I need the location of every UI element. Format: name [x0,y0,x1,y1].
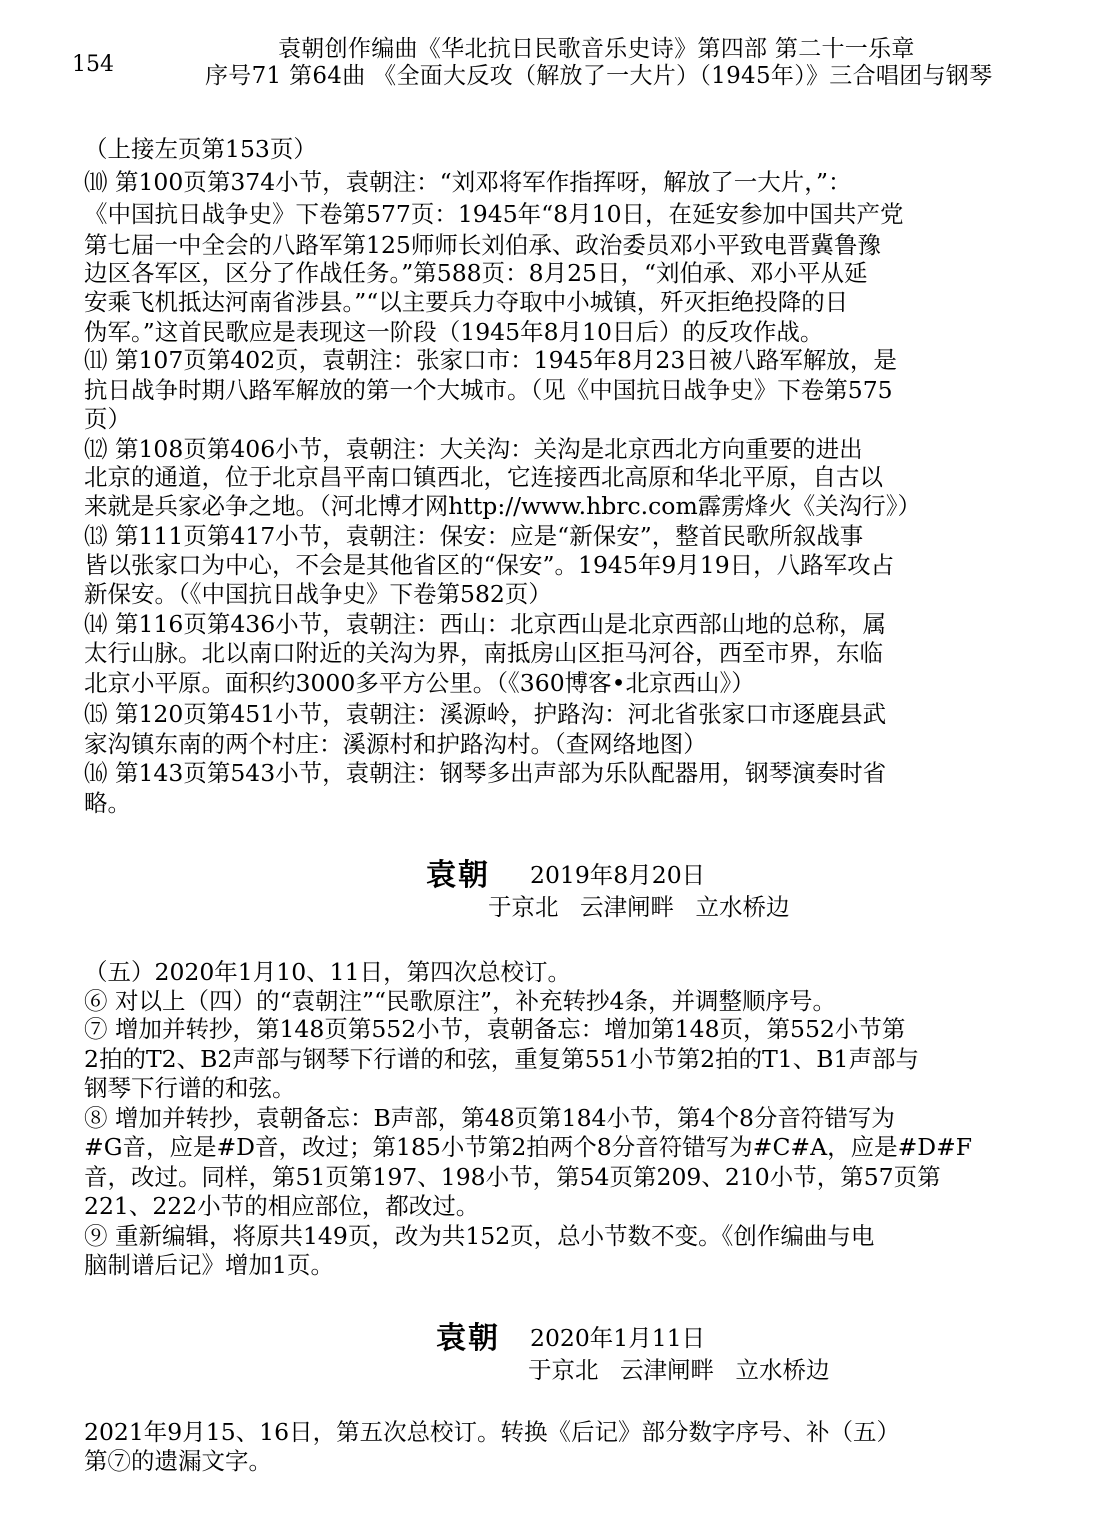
text-line: 略。 [84,789,131,817]
text-line: ⑦ 增加并转抄，第148页第552小节，袁朝备忘：增加第148页，第552小节第 [84,1015,906,1043]
text-line: 《中国抗日战争史》下卷第577页：1945年“8月10日，在延安参加中国共产党 [84,200,904,228]
text-line: 脑制谱后记》增加1页。 [84,1251,334,1279]
text-line: 第七届一中全会的八路军第125师师长刘伯承、政治委员邓小平致电晋冀鲁豫 [84,231,881,259]
text-line: 第⑦的遗漏文字。 [84,1447,272,1475]
signature-date: 2019年8月20日 [530,861,706,889]
text-line: ⑾ 第107页第402页，袁朝注：张家口市：1945年8月23日被八路军解放，是 [84,346,897,374]
text-line: 皆以张家口为中心，不会是其他省区的“保安”。1945年9月19日，八路军攻占 [84,551,895,579]
text-line: ⒃ 第143页第543小节，袁朝注：钢琴多出声部为乐队配器用，钢琴演奏时省 [84,759,887,787]
signature-date: 2020年1月11日 [530,1324,706,1352]
text-line: 安乘飞机抵达河南省涉县。”“以主要兵力夺取中小城镇，歼灭拒绝投降的日 [84,288,849,316]
text-line: （上接左页第153页） [84,135,317,163]
text-line: 抗日战争时期八路军解放的第一个大城市。（见《中国抗日战争史》下卷第575 [84,376,893,404]
text-line: 钢琴下行谱的和弦。 [84,1074,296,1102]
page-number: 154 [72,52,114,77]
text-line: 页） [84,405,131,433]
text-line: 北京的通道，位于北京昌平南口镇西北，它连接西北高原和华北平原，自古以 [84,463,883,491]
running-header-title: 袁朝创作编曲《华北抗日民歌音乐史诗》第四部 第二十一乐章 [278,36,915,62]
text-line: 边区各军区，区分了作战任务。”第588页：8月25日，“刘伯承、邓小平从延 [84,259,868,287]
text-line: ⑿ 第108页第406小节，袁朝注：大关沟：关沟是北京西北方向重要的进出 [84,435,863,463]
text-line: ⑨ 重新编辑，将原共149页，改为共152页，总小节数不变。《创作编曲与电 [84,1222,875,1250]
text-line: ⑧ 增加并转抄，袁朝备忘：B声部，第48页第184小节，第4个8分音符错写为 [84,1104,895,1132]
text-line: 2021年9月15、16日，第五次总校订。转换《后记》部分数字序号、补（五） [84,1418,901,1446]
text-line: ⒁ 第116页第436小节，袁朝注：西山：北京西山是北京西部山地的总称，属 [84,610,887,638]
text-line: ⒂ 第120页第451小节，袁朝注：溪源岭，护路沟：河北省张家口市逐鹿县武 [84,700,887,728]
text-line: ⒀ 第111页第417小节，袁朝注：保安：应是“新保安”，整首民歌所叙战事 [84,522,864,550]
text-line: 音，改过。同样，第51页第197、198小节，第54页第209、210小节，第57页第 [84,1163,941,1191]
text-line: 来就是兵家必争之地。（河北博才网http://www.hbrc.com霹雳烽火《关沟行》） [84,492,921,520]
text-line: 伪军。”这首民歌应是表现这一阶段（1945年8月10日后）的反攻作战。 [84,318,824,346]
signature-place: 于京北 云津闸畔 立水桥边 [488,893,790,921]
text-line: 北京小平原。面积约3000多平方公里。（《360博客•北京西山》） [84,669,755,697]
text-line: #G音，应是#D音，改过；第185小节第2拍两个8分音符错写为#C#A，应是#D#F [84,1133,973,1161]
text-line: 新保安。（《中国抗日战争史》下卷第582页） [84,580,552,608]
signature-author: 袁朝 [426,858,490,893]
text-line: 太行山脉。北以南口附近的关沟为界，南抵房山区拒马河谷，西至市界，东临 [84,639,883,667]
text-line: ⑥ 对以上（四）的“袁朝注”“民歌原注”，补充转抄4条，并调整顺序号。 [84,987,836,1015]
text-line: ⑽ 第100页第374小节，袁朝注：“刘邓将军作指挥呀，解放了一大片，”： [84,168,852,196]
signature-author: 袁朝 [436,1321,500,1356]
signature-place: 于京北 云津闸畔 立水桥边 [528,1356,830,1384]
text-line: 221、222小节的相应部位，都改过。 [84,1192,480,1220]
text-line: 家沟镇东南的两个村庄：溪源村和护路沟村。（查网络地图） [84,730,707,758]
running-header-subtitle: 序号71 第64曲 《全面大反攻（解放了一大片）（1945年）》三合唱团与钢琴 [205,63,993,89]
text-line: （五）2020年1月10、11日，第四次总校订。 [84,958,572,986]
text-line: 2拍的T2、B2声部与钢琴下行谱的和弦，重复第551小节第2拍的T1、B1声部与 [84,1045,919,1073]
